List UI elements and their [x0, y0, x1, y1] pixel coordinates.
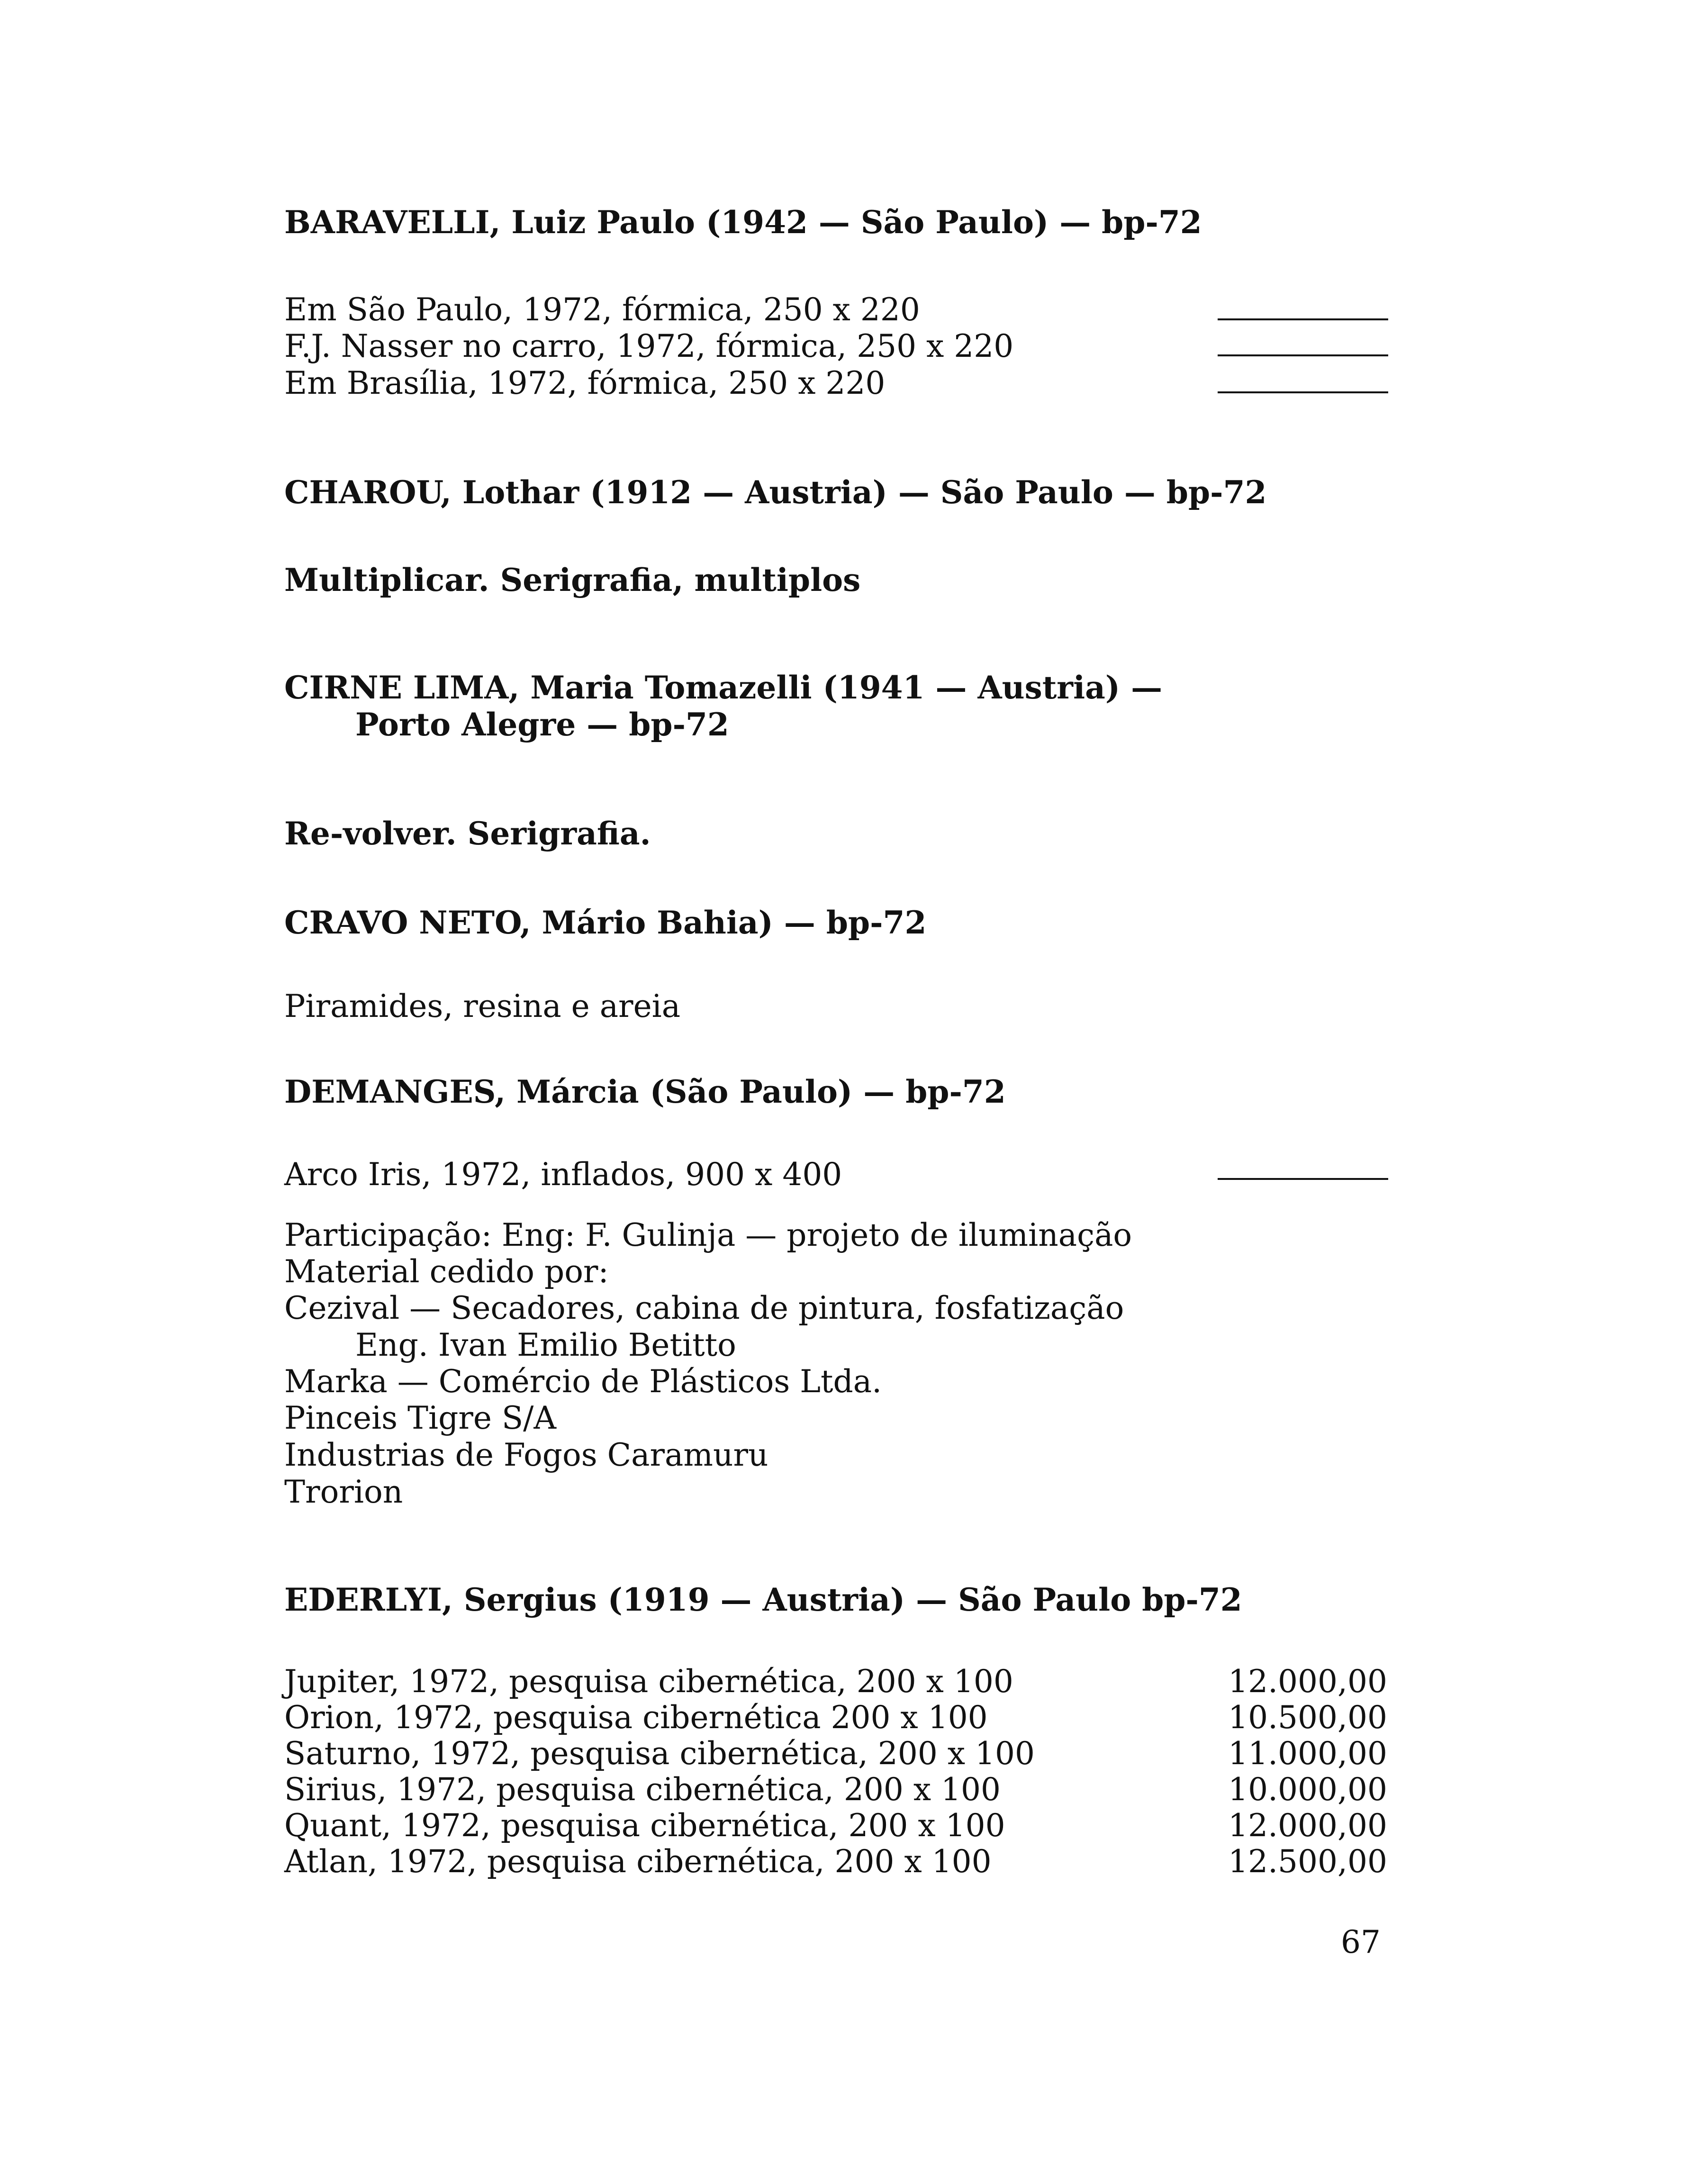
work-line: Jupiter, 1972, pesquisa cibernética, 200 x 100 — [284, 1663, 1013, 1700]
work-line: F.J. Nasser no carro, 1972, fórmica, 250 x 220 — [284, 328, 1014, 364]
price: 12.000,00 — [1228, 1807, 1387, 1844]
price: 11.000,00 — [1228, 1735, 1387, 1772]
note-line: Industrias de Fogos Caramuru — [284, 1437, 768, 1473]
entry-heading-ederlyi: EDERLYI, Sergius (1919 — Austria) — São Paulo bp-72 — [284, 1581, 1242, 1618]
work-line: Arco Iris, 1972, inflados, 900 x 400 — [284, 1156, 842, 1193]
work-line: Multiplicar. Serigrafia, multiplos — [284, 562, 861, 598]
note-line: Marka — Comércio de Plásticos Ltda. — [284, 1363, 882, 1400]
work-line: Saturno, 1972, pesquisa cibernética, 200 x 100 — [284, 1735, 1035, 1772]
price-dash — [1218, 391, 1388, 393]
work-line: Em São Paulo, 1972, fórmica, 250 x 220 — [284, 291, 920, 328]
price-dash — [1218, 354, 1388, 356]
price-dash — [1218, 318, 1388, 320]
entry-heading-cirne-lima: CIRNE LIMA, Maria Tomazelli (1941 — Austria) — — [284, 669, 1163, 706]
work-line: Atlan, 1972, pesquisa cibernética, 200 x 100 — [284, 1843, 992, 1880]
price: 12.500,00 — [1228, 1843, 1387, 1880]
price-dash — [1218, 1178, 1388, 1180]
note-line: Pinceis Tigre S/A — [284, 1400, 557, 1436]
page-number: 67 — [1341, 1924, 1381, 1960]
work-line: Re-volver. Serigrafia. — [284, 815, 651, 852]
entry-heading-demanges: DEMANGES, Márcia (São Paulo) — bp-72 — [284, 1073, 1006, 1110]
work-line: Orion, 1972, pesquisa cibernética 200 x 100 — [284, 1699, 988, 1736]
work-line: Quant, 1972, pesquisa cibernética, 200 x 100 — [284, 1807, 1005, 1844]
entry-heading-charou: CHAROU, Lothar (1912 — Austria) — São Paulo — bp-72 — [284, 474, 1267, 511]
work-line: Piramides, resina e areia — [284, 988, 681, 1024]
entry-heading-cirne-lima-line2: Porto Alegre — bp-72 — [355, 706, 729, 743]
price: 12.000,00 — [1228, 1663, 1387, 1700]
price: 10.500,00 — [1228, 1699, 1387, 1736]
note-line: Trorion — [284, 1474, 403, 1510]
work-line: Em Brasília, 1972, fórmica, 250 x 220 — [284, 365, 886, 401]
note-line: Eng. Ivan Emilio Betitto — [355, 1327, 736, 1363]
work-line: Sirius, 1972, pesquisa cibernética, 200 x 100 — [284, 1771, 1001, 1808]
entry-heading-cravo-neto: CRAVO NETO, Mário Bahia) — bp-72 — [284, 904, 927, 941]
entry-heading-baravelli: BARAVELLI, Luiz Paulo (1942 — São Paulo) — bp-72 — [284, 204, 1202, 241]
note-line: Cezival — Secadores, cabina de pintura, fosfatização — [284, 1290, 1124, 1326]
note-line: Material cedido por: — [284, 1253, 609, 1290]
note-line: Participação: Eng: F. Gulinja — projeto de iluminação — [284, 1217, 1132, 1253]
price: 10.000,00 — [1228, 1771, 1387, 1808]
